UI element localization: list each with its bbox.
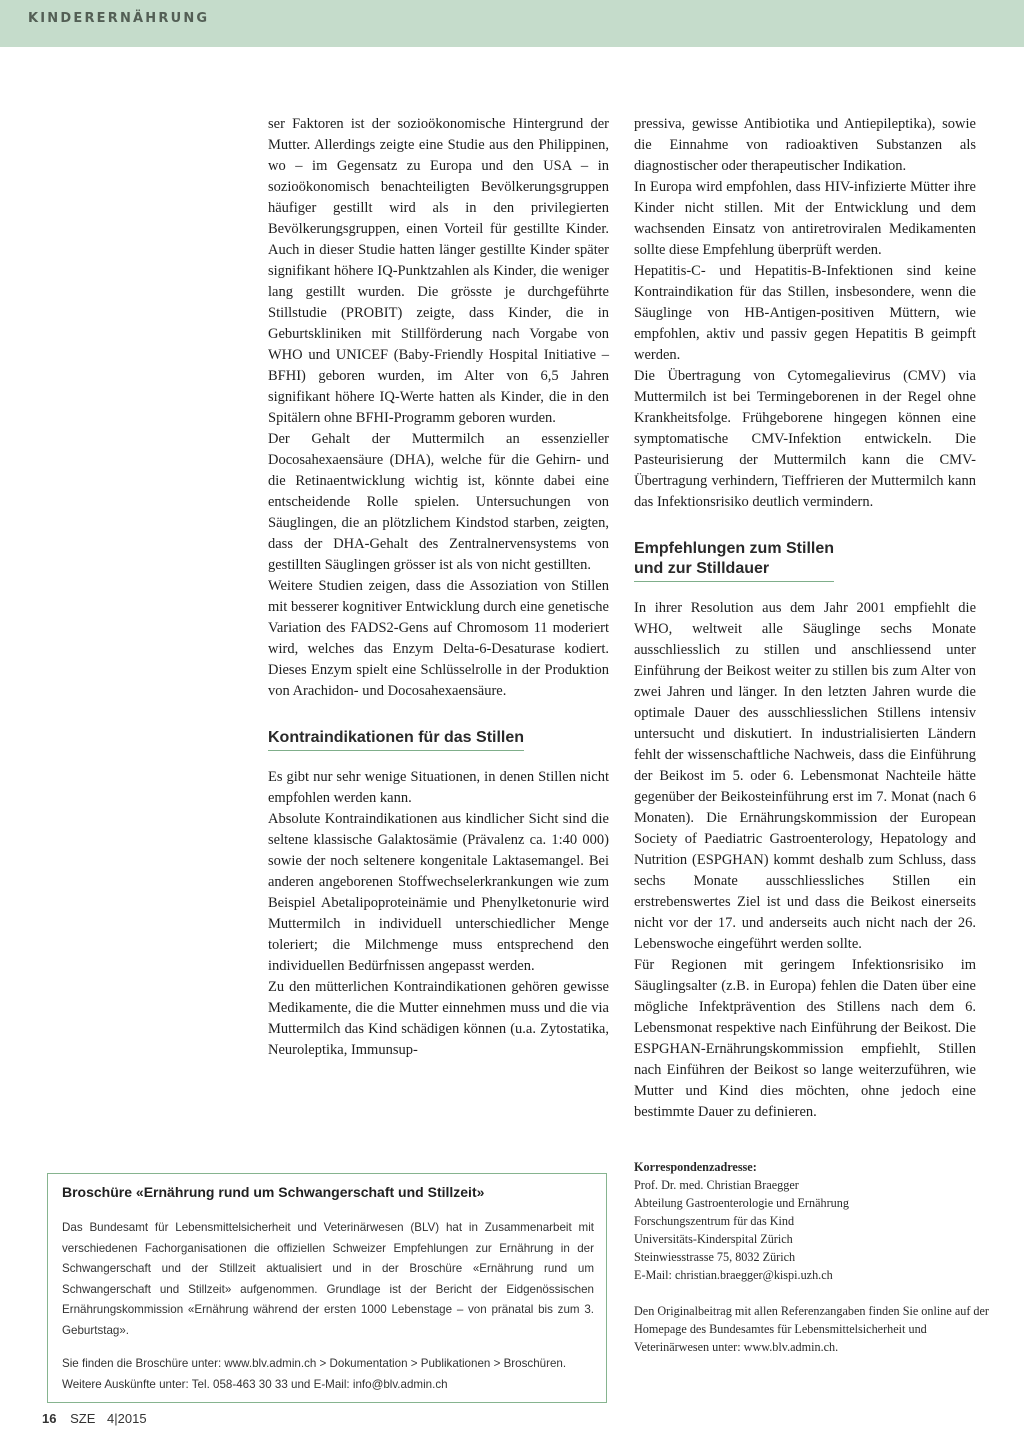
correspondence-line: Steinwiesstrasse 75, 8032 Zürich <box>634 1250 796 1264</box>
paragraph: Der Gehalt der Muttermilch an essenzieller Docosahexaensäure (DHA), welche für die Gehirn- und die Retinaentwicklung wichtig ist, könnte dabei eine entscheidende Rolle spielen. Untersuchungen von Säuglingen, die an plötzlichem Kindstod starben, zeigten, dass der DHA-Gehalt des Zentralnervensystems von gestillten Säuglingen grösser ist als von nicht gestillten. <box>268 431 609 573</box>
heading-line-2: und zur Stilldauer <box>634 560 770 577</box>
paragraph: Hepatitis-C- und Hepatitis-B-Infektionen sind keine Kontraindikation für das Stillen, insbesondere, wenn die Säuglinge von HB-Antigen-positiven Müttern, wie empfohlen, aktiv und passiv gegen Hepatitis B geimpft werden. <box>634 263 976 363</box>
section-heading-kontraindikationen: Kontraindikationen für das Stillen <box>268 728 524 751</box>
original-article-note: Den Originalbeitrag mit allen Referenzangaben finden Sie online auf der Homepage des Bundesamtes für Lebensmittelsicherheit und Veterinärwesen unter: www.blv.admin.ch. <box>634 1304 989 1354</box>
paragraph: ser Faktoren ist der sozioökonomische Hintergrund der Mutter. Allerdings zeigte eine Studie aus den Philippinen, wo – im Gegensatz zu Europa und den USA – in sozioökonomisch benachteiligten Bevölkerungsgruppen häufiger gestillt wird als in den privilegierten Bevölkerungsgruppen, einen Vorteil für gestillte Kinder. Auch in dieser Studie hatten länger gestillte Kinder später signifikant höhere IQ-Punktzahlen als Kinder, die weniger lang gestillt wurden. Die grösste je durchgeführte Stillstudie (PROBIT) zeigte, dass Kinder, die in Geburtskliniken mit Stillförderung nach Vorgabe von WHO und UNICEF (Baby-Friendly Hospital Initiative – BFHI) geboren wurden, im Alter von 6,5 Jahren signifikant höhere IQ-Werte hatten als Kinder, die in den Spitälern ohne BFHI-Programm geboren wurden. <box>268 116 609 426</box>
paragraph: pressiva, gewisse Antibiotika und Antiepileptika), sowie die Einnahme von radioaktiven Substanzen als diagnostischer oder therapeutischer Indikation. <box>634 116 976 174</box>
info-box-title: Broschüre «Ernährung rund um Schwangerschaft und Stillzeit» <box>62 1184 485 1200</box>
correspondence-line: Forschungszentrum für das Kind <box>634 1214 795 1228</box>
paragraph: In Europa wird empfohlen, dass HIV-infizierte Mütter ihre Kinder nicht stillen. Mit der Entwicklung und dem wachsenden Einsatz von antiretroviralen Medikamenten sollte diese Empfehlung überprüft werden. <box>634 179 976 258</box>
paragraph: Für Regionen mit geringem Infektionsrisiko im Säuglingsalter (z.B. in Europa) fehlen die Daten über eine mögliche Infektprävention des Stillens nach dem 6. Lebensmonat respektive nach Einführung der Beikost. Die ESPGHAN-Ernährungskommission empfiehlt, Stillen nach Einführen der Beikost so lange weiterzuführen, wie Mutter und Kind dies möchten, ohne jedoch eine bestimmte Dauer zu definieren. <box>634 957 976 1120</box>
issue-number: 4|2015 <box>107 1411 147 1426</box>
journal-name: SZE <box>70 1411 96 1426</box>
correspondence-line: Prof. Dr. med. Christian Braegger <box>634 1178 799 1192</box>
correspondence-line: Universitäts-Kinderspital Zürich <box>634 1232 793 1246</box>
heading-line-1: Empfehlungen zum Stillen <box>634 540 835 557</box>
page-footer <box>42 1411 147 1426</box>
section-label: KINDERERNÄHRUNG <box>28 11 210 26</box>
paragraph: Es gibt nur sehr wenige Situationen, in denen Stillen nicht empfohlen werden kann. <box>268 769 609 806</box>
middle-column <box>268 114 609 1061</box>
right-column <box>634 114 976 1123</box>
info-box-note-line-1: Sie finden die Broschüre unter: www.blv.admin.ch > Dokumentation > Publikationen > Broschüren. <box>62 1357 567 1370</box>
correspondence-label: Korrespondenzadresse: <box>634 1160 757 1174</box>
info-box-brochure <box>47 1173 607 1403</box>
heading-wrapper <box>634 539 976 582</box>
paragraph: Zu den mütterlichen Kontraindikationen gehören gewisse Medikamente, die die Mutter einnehmen muss und die via Muttermilch das Kind schädigen können (u.a. Zytostatika, Neuroleptika, Immunsup- <box>268 979 609 1058</box>
correspondence-email: E-Mail: christian.braegger@kispi.uzh.ch <box>634 1268 833 1282</box>
section-header-bar <box>0 0 1024 47</box>
page-number: 16 <box>42 1411 57 1426</box>
section-heading-empfehlungen <box>634 539 834 582</box>
paragraph: Absolute Kontraindikationen aus kindlicher Sicht sind die seltene klassische Galaktosämie (Prävalenz ca. 1:40 000) sowie der noch seltenere kongenitale Laktasemangel. Bei anderen angeborenen Stoffwechselerkrankungen wie zum Beispiel Abetalipoproteinämie und Phenylketonurie wird Muttermilch in individuell unterschiedlicher Menge toleriert; die Milchmenge muss entsprechend den individuellen Bedürfnissen angepasst werden. <box>268 811 609 974</box>
correspondence-line: Abteilung Gastroenterologie und Ernährung <box>634 1196 849 1210</box>
paragraph: In ihrer Resolution aus dem Jahr 2001 empfiehlt die WHO, weltweit alle Säuglinge sechs Monate ausschliesslich zu stillen und anschliessend unter Einführung der Beikost weiter zu stillen bis zum Alter von zwei Jahren und länger. In den letzten Jahren wurde die optimale Dauer des ausschliesslichen Stillens intensiv untersucht und diskutiert. In industrialisierten Ländern fehlt der wissenschaftliche Nachweis, dass die Einführung der Beikost im 5. oder 6. Lebensmonat Nachteile hätte gegenüber der Beikosteinführung erst im 7. Monat (nach 6 Monaten). Die Ernährungskommission der European Society of Paediatric Gastroenterology, Hepatology and Nutrition (ESPGHAN) kommt deshalb zum Schluss, dass sechs Monate ausschliessliches Stillen ein erstrebenswertes Ziel ist und dass die Beikost einerseits nicht vor der 17. und anderseits auch nicht nach der 26. Lebenswoche eingeführt werden sollte. <box>634 600 976 952</box>
correspondence-block <box>634 1158 994 1356</box>
paragraph: Weitere Studien zeigen, dass die Assoziation von Stillen mit besserer kognitiver Entwicklung durch eine genetische Variation des FADS2-Gens auf Chromosom 11 moderiert wird, welches das Enzym Delta-6-Desaturase kodiert. Dieses Enzym spielt eine Schlüsselrolle in der Produktion von Arachidon- und Docosahexaensäure. <box>268 578 609 699</box>
paragraph: Die Übertragung von Cytomegalievirus (CMV) via Muttermilch ist bei Termingeborenen in der Regel ohne Krankheitsfolge. Frühgeborene hingegen können eine symptomatische CMV-Infektion entwickeln. Die Pasteurisierung der Muttermilch kann die CMV-Übertragung verhindern, Tieffrieren der Muttermilch kann das Infektionsrisiko deutlich vermindern. <box>634 368 976 510</box>
info-box-body: Das Bundesamt für Lebensmittelsicherheit und Veterinärwesen (BLV) hat in Zusammenarbeit mit verschiedenen Fachorganisationen die offiziellen Schweizer Empfehlungen zur Ernährung in der Schwangerschaft und der Stillzeit aktualisiert und in der Broschüre «Ernährung rund um Schwangerschaft und Stillzeit» aufgenommen. Grundlage ist der Bericht der Eidgenössischen Ernährungskommission «Ernährung während der ersten 1000 Lebenstage – von pränatal bis zum 3. Geburtstag». <box>62 1221 594 1337</box>
info-box-note-line-2: Weitere Auskünfte unter: Tel. 058-463 30 33 und E-Mail: info@blv.admin.ch <box>62 1377 448 1391</box>
